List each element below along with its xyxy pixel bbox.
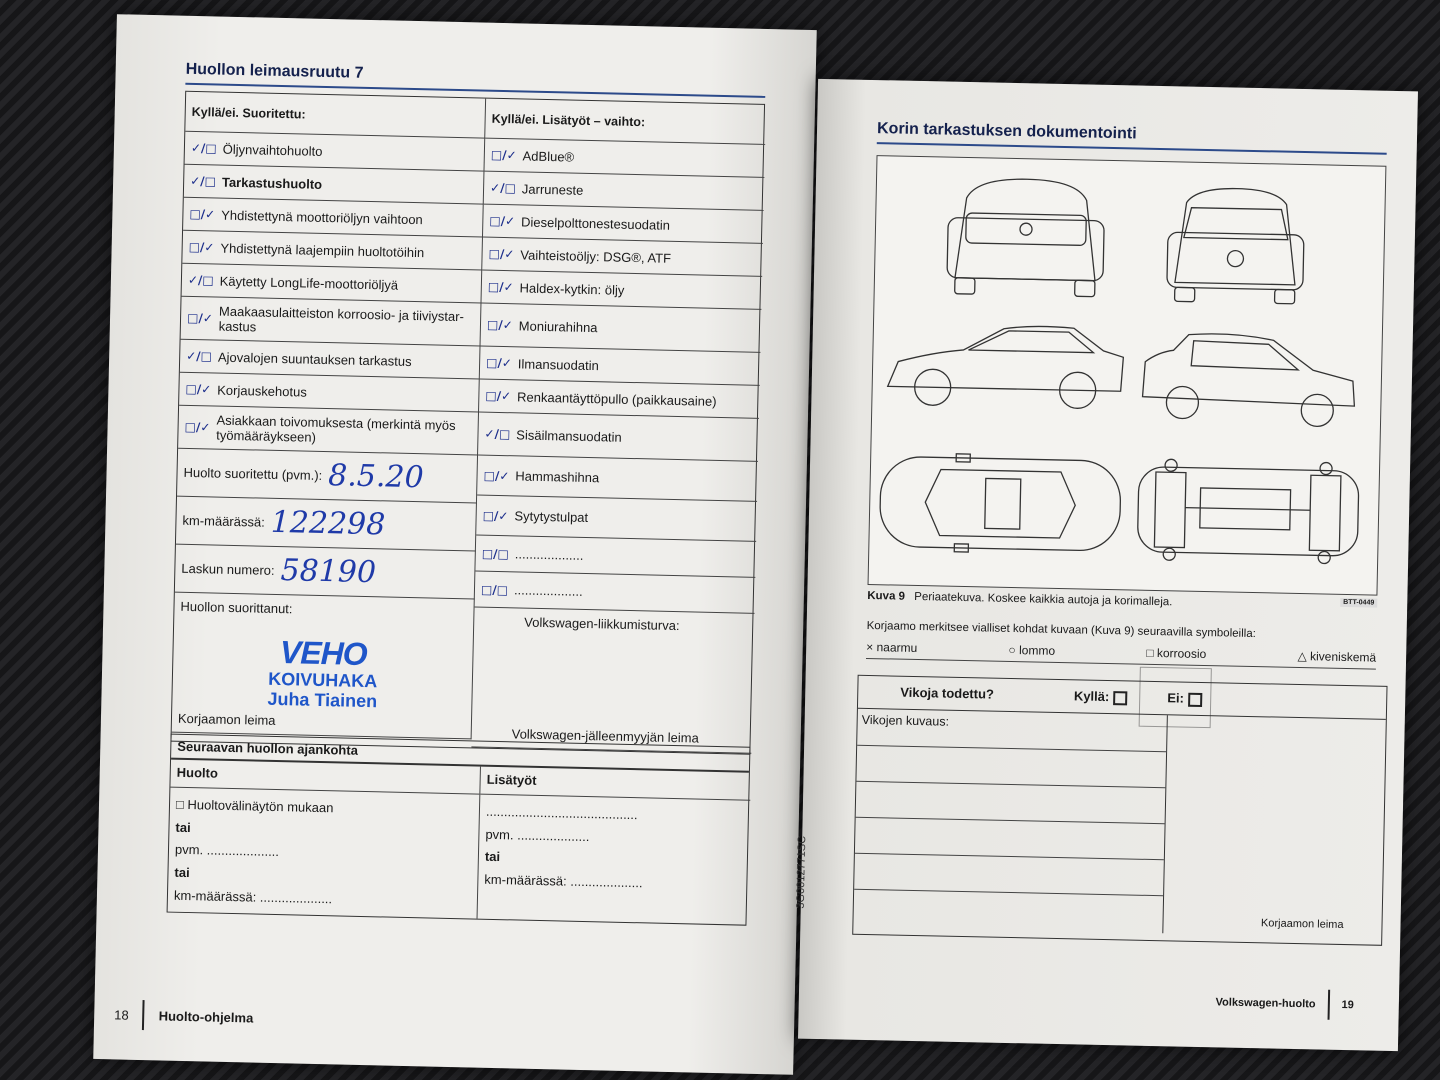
page-number: 19 (1341, 998, 1354, 1012)
extra-item-label: Vaihteistoöljy: DSG®, ATF (520, 246, 672, 266)
check-mark[interactable]: ✓/□ (489, 180, 517, 196)
figure-label: Kuva 9 (867, 589, 906, 603)
right-lower (471, 455, 758, 753)
next-service-header: Huolto (170, 760, 480, 795)
figure-code: BTT-0449 (1340, 598, 1377, 608)
symbol-legend-item: □ korroosio (1146, 645, 1207, 662)
left-page (93, 14, 817, 1075)
symbol-legend-item: × naarmu (866, 639, 918, 656)
check-mark[interactable]: □/✓ (490, 147, 517, 163)
extra-item-label: AdBlue® (522, 147, 575, 165)
footer-divider (142, 1000, 145, 1030)
service-row-performed (181, 297, 482, 347)
no-checkbox[interactable] (1188, 692, 1202, 706)
check-mark[interactable]: □/✓ (483, 468, 510, 483)
workshop-stamp-area (1163, 715, 1388, 938)
invoice-row (175, 545, 476, 600)
check-mark[interactable]: □/✓ (488, 246, 515, 262)
car-rear-view (947, 178, 1105, 297)
extra-item-label: Moniurahihna (518, 317, 598, 335)
service-item-label: Maakaasulaitteiston korroosio- ja tiiviystar-kastus (218, 303, 465, 335)
check-mark[interactable]: □/✓ (486, 317, 513, 333)
or-label: tai (174, 864, 190, 881)
extra-km-line: km-määrässä: .................... (484, 871, 643, 891)
check-mark[interactable]: ✓/□ (190, 173, 217, 189)
no-label: Ei: (1167, 690, 1185, 706)
veho-stamp (267, 635, 378, 712)
yes-checkbox[interactable] (1113, 691, 1127, 705)
symbol-legend-item: ○ lommo (1008, 642, 1056, 658)
next-extra-right (478, 767, 751, 925)
service-item-label: Yhdistettynä moottoriöljyn vaihtoon (221, 207, 423, 227)
next-service-left (168, 760, 481, 918)
check-mark[interactable]: □/✓ (189, 206, 216, 222)
check-mark[interactable]: □/✓ (186, 310, 214, 326)
extra-dots: .......................................... (485, 803, 638, 822)
service-item-label: Käytetty LongLife-moottoriöljyä (219, 273, 399, 293)
car-top-view (879, 452, 1121, 555)
check-mark[interactable]: □/□ (480, 582, 509, 597)
km-row (176, 497, 477, 552)
left-lower (171, 449, 478, 748)
defects-question: Vikoja todettu? (900, 684, 995, 702)
yes-label: Kyllä: (1073, 688, 1110, 705)
service-row-performed (178, 406, 479, 456)
check-mark[interactable]: □/✓ (188, 239, 215, 255)
extra-item-label: ................... (513, 582, 583, 599)
check-mark[interactable]: ✓/□ (484, 426, 511, 442)
symbol-legend-item: △ kiveniskemä (1297, 648, 1377, 665)
car-side-view-sedan (887, 323, 1124, 409)
footer-divider (1327, 990, 1330, 1020)
service-item-label: Yhdistettynä laajempiin huoltotöihin (220, 240, 425, 260)
defects-description-label: Vikojen kuvaus: (861, 712, 950, 729)
or-label: tai (484, 849, 501, 865)
check-mark[interactable]: □/✓ (184, 419, 211, 435)
km-label: km-määrässä: (182, 512, 265, 530)
extra-item-label: Dieselpolttonestesuodatin (520, 213, 671, 233)
service-stamp-table (170, 91, 765, 755)
performed-by-box (172, 593, 475, 740)
interval-option: □ Huoltovälinäytön mukaan (175, 796, 334, 816)
footer-name: Volkswagen-huolto (1215, 996, 1316, 1011)
section-name: Huolto-ohjelma (158, 1007, 254, 1026)
stamp-line2: Juha Tiainen (267, 688, 378, 712)
veho-logo: VEHO (279, 634, 368, 673)
service-item-label: Ajovalojen suuntauksen tarkastus (217, 349, 412, 369)
service-row-extra (478, 413, 759, 462)
no-option[interactable] (1167, 690, 1202, 706)
invoice-label: Laskun numero: (181, 560, 275, 578)
next-service-box (167, 734, 751, 926)
check-mark[interactable]: □/✓ (485, 388, 512, 404)
service-date-label: Huolto suoritettu (pvm.): (183, 464, 323, 483)
km-value: 122298 (270, 504, 386, 543)
left-footer (114, 999, 254, 1032)
description-line[interactable] (853, 888, 1163, 930)
extra-work-row (476, 495, 757, 541)
extra-item-label: Ilmansuodatin (517, 355, 600, 373)
document-code: 3G0012771SC (794, 835, 809, 909)
workshop-stamp-label: Korjaamon leima (1260, 916, 1344, 931)
check-mark[interactable]: □/□ (481, 546, 510, 561)
next-extra-header: Lisätyöt (480, 767, 751, 801)
symbols-intro: Korjaamo merkitsee vialliset kohdat kuvaan (Kuva 9) seuraavilla symboleilla: (866, 619, 1256, 641)
extra-date-line: pvm. .................... (485, 826, 590, 844)
service-item-label: Asiakkaan toivomuksesta (merkintä myös työmääräykseen) (216, 412, 456, 445)
next-service-title: Seuraavan huollon ajankohta (171, 735, 749, 773)
car-body-diagram (868, 155, 1387, 596)
check-mark[interactable]: □/✓ (489, 213, 516, 229)
check-mark[interactable]: ✓/□ (187, 272, 214, 288)
service-row-extra (480, 304, 761, 353)
mobility-box (471, 607, 754, 753)
check-mark[interactable]: ✓/□ (186, 348, 213, 364)
check-mark[interactable]: ✓/□ (190, 140, 217, 156)
extra-item-label: Haldex-kytkin: öljy (519, 279, 625, 298)
service-item-label: Tarkastushuolto (221, 174, 323, 192)
extra-item-label: Jarruneste (521, 180, 584, 198)
extra-work-row (477, 455, 758, 501)
defects-form (852, 675, 1387, 946)
figure-caption (867, 590, 1172, 608)
car-side-view-hatchback (1142, 332, 1356, 427)
car-underbody-view (1137, 459, 1359, 565)
km-line: km-määrässä: .................... (173, 887, 333, 907)
check-mark[interactable]: □/✓ (485, 355, 513, 371)
check-mark[interactable]: □/✓ (185, 381, 212, 397)
dealer-stamp-label: Volkswagen-jälleenmyyjän leima (511, 726, 699, 746)
car-front-view (1167, 187, 1305, 304)
figure-caption-text: Periaatekuva. Koskee kaikkia autoja ja korimalleja. (914, 590, 1173, 609)
extra-item-label: Sytytystulpat (514, 508, 589, 526)
date-line: pvm. .................... (174, 841, 280, 860)
right-page (794, 79, 1418, 1051)
col-header-performed: Kyllä/ei. Suoritettu: (185, 92, 486, 139)
or-label: tai (175, 819, 191, 835)
col-header-extra-work: Kyllä/ei. Lisätyöt – vaihto: (485, 99, 766, 145)
service-date-row (177, 449, 478, 504)
right-footer (1215, 987, 1354, 1020)
service-item-label: Korjauskehotus (217, 382, 308, 400)
check-mark[interactable]: □/✓ (487, 279, 514, 295)
performed-by-label: Huollon suorittanut: (180, 598, 293, 617)
extra-item-label: ................... (514, 546, 584, 563)
service-date-value: 8.5.20 (327, 458, 425, 496)
yes-option[interactable] (1074, 688, 1128, 705)
page-title: Huollon leimausruutu 7 (185, 61, 765, 98)
mobility-label: Volkswagen-liikkumisturva: (524, 614, 680, 634)
page-number: 18 (114, 1006, 129, 1023)
stamp-line1: KOIVUHAKA (268, 668, 378, 692)
extra-item-label: Sisäilmansuodatin (516, 426, 622, 445)
page-title: Korin tarkastuksen dokumentointi (877, 120, 1387, 155)
extra-item-label: Renkaantäyttöpullo (paikkausaine) (516, 388, 717, 409)
workshop-stamp-label: Korjaamon leima (177, 710, 276, 728)
defects-description-area (853, 708, 1167, 932)
service-item-label: Öljynvaihtohuolto (222, 141, 323, 159)
check-mark[interactable]: □/✓ (482, 508, 509, 523)
invoice-value: 58190 (280, 553, 377, 591)
extra-item-label: Hammashihna (515, 468, 600, 486)
